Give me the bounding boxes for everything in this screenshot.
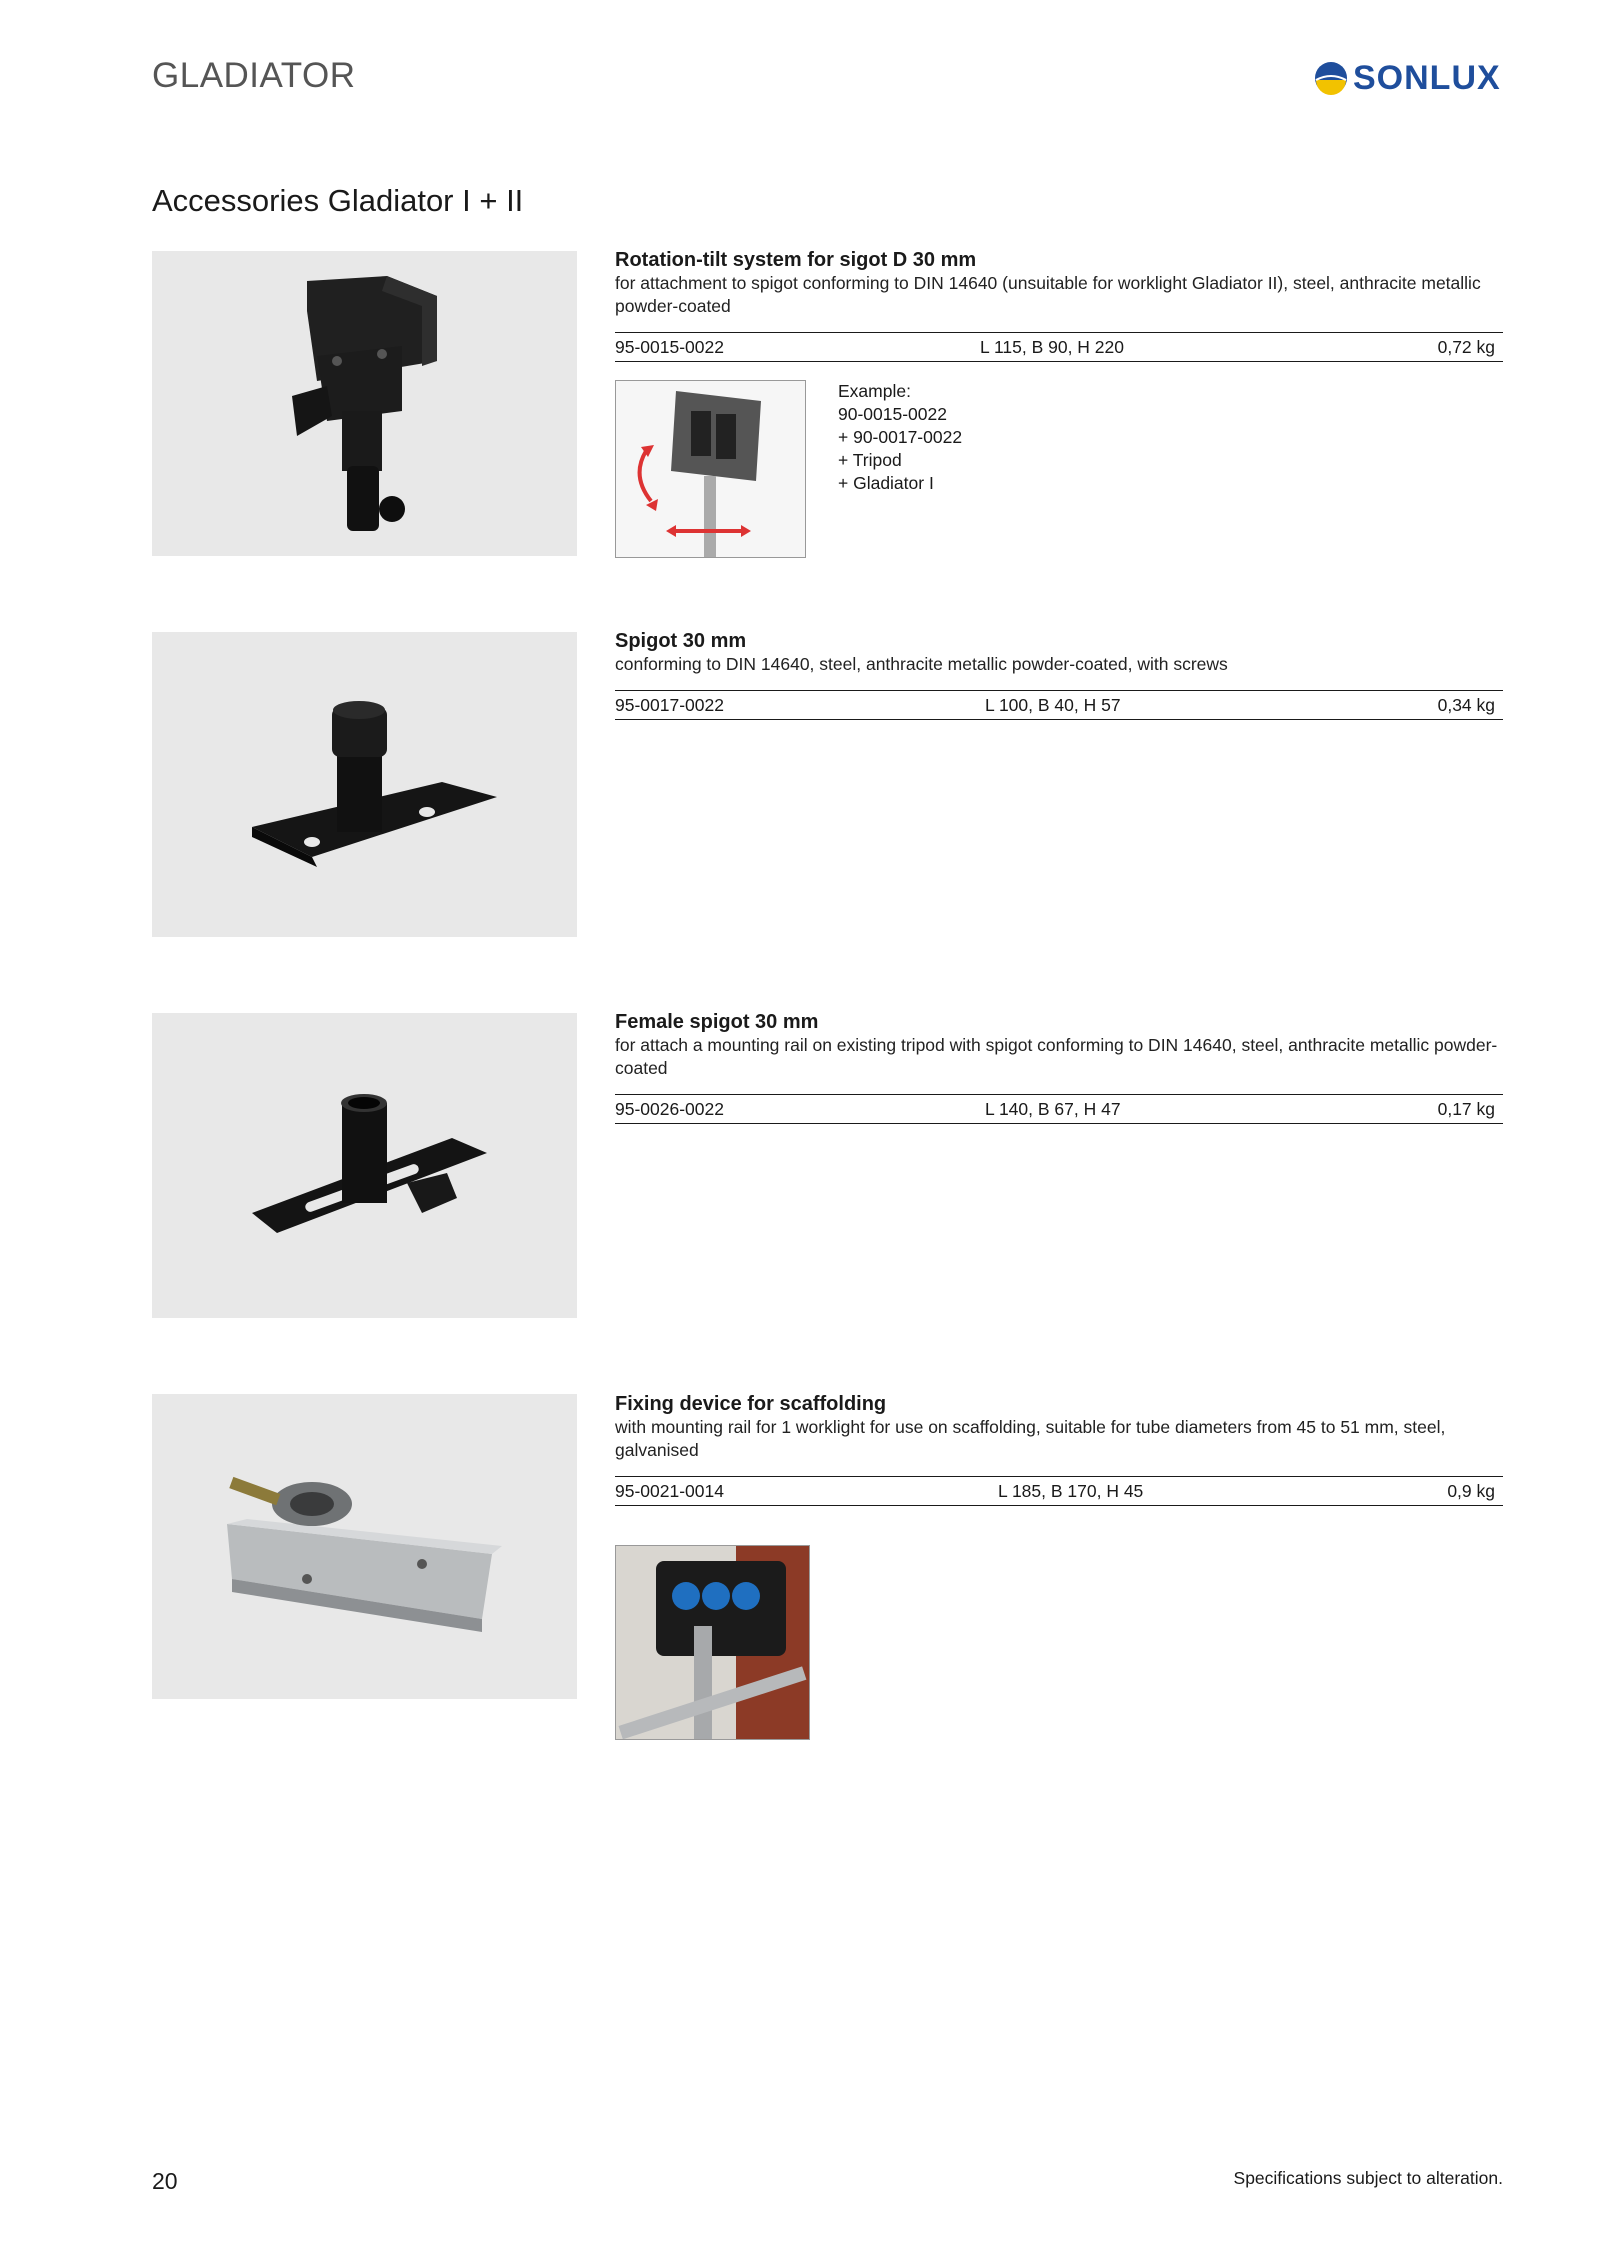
example-line: + 90-0017-0022 (838, 427, 963, 447)
example-line: 90-0015-0022 (838, 404, 947, 424)
page-number: 20 (152, 2168, 178, 2194)
product-weight: 0,9 kg (1447, 1481, 1495, 1501)
scaffolding-usage-thumbnail (615, 1545, 810, 1740)
example-line: + Gladiator I (838, 473, 934, 493)
example-text (838, 380, 962, 495)
product-dimensions: L 115, B 90, H 220 (980, 337, 1124, 357)
product-name: Female spigot 30 mm (615, 1011, 819, 1033)
brand-name: SONLUX (1353, 58, 1501, 97)
header-title: GLADIATOR (152, 56, 356, 95)
product-dimensions: L 100, B 40, H 57 (985, 695, 1121, 715)
product-female-spigot (615, 1010, 1503, 1080)
product-code: 95-0015-0022 (615, 337, 724, 357)
sonlux-logo (1313, 58, 1503, 98)
product-name: Fixing device for scaffolding (615, 1393, 887, 1415)
spec-row-spigot (615, 690, 1503, 720)
example-line: + Tripod (838, 450, 902, 470)
footer-note: Specifications subject to alteration. (1233, 2168, 1503, 2188)
product-dimensions: L 140, B 67, H 47 (985, 1099, 1121, 1119)
product-code: 95-0026-0022 (615, 1099, 724, 1119)
product-photo-rotation-tilt (152, 251, 577, 556)
example-heading: Example: (838, 381, 911, 401)
product-photo-female-spigot (152, 1013, 577, 1318)
spec-row-rotation-tilt (615, 332, 1503, 362)
product-name: Spigot 30 mm (615, 630, 747, 652)
product-weight: 0,34 kg (1437, 695, 1495, 715)
product-description: for attach a mounting rail on existing tripod with spigot conforming to DIN 14640, steel, anthracite metallic powder-coated (615, 1035, 1498, 1078)
product-description: conforming to DIN 14640, steel, anthracite metallic powder-coated, with screws (615, 654, 1228, 674)
product-rotation-tilt (615, 248, 1503, 318)
product-code: 95-0017-0022 (615, 695, 724, 715)
product-photo-scaffolding (152, 1394, 577, 1699)
product-name: Rotation-tilt system for sigot D 30 mm (615, 249, 977, 271)
product-weight: 0,72 kg (1437, 337, 1495, 357)
product-photo-spigot (152, 632, 577, 937)
section-title: Accessories Gladiator I + II (152, 183, 524, 218)
sonlux-logo-mark (1313, 60, 1349, 96)
spec-row-scaffolding (615, 1476, 1503, 1506)
product-code: 95-0021-0014 (615, 1481, 724, 1501)
product-spigot (615, 629, 1503, 676)
product-dimensions: L 185, B 170, H 45 (998, 1481, 1144, 1501)
product-weight: 0,17 kg (1437, 1099, 1495, 1119)
product-description: with mounting rail for 1 worklight for use on scaffolding, suitable for tube diameters from 45 to 51 mm, steel, galvanised (615, 1417, 1446, 1460)
product-scaffolding (615, 1392, 1503, 1462)
product-description: for attachment to spigot conforming to DIN 14640 (unsuitable for worklight Gladiator II), steel, anthracite metallic powder-coated (615, 273, 1481, 316)
spec-row-female-spigot (615, 1094, 1503, 1124)
example-thumbnail (615, 380, 806, 558)
